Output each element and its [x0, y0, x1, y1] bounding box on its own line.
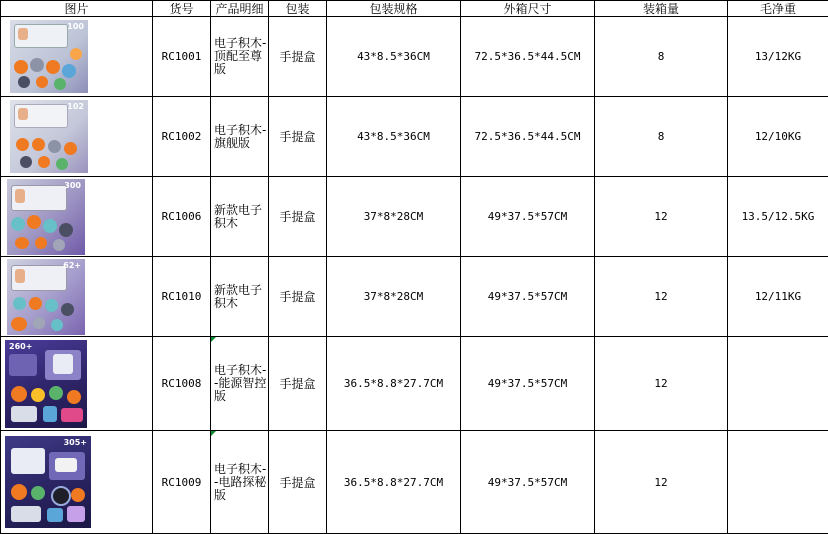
weight-cell: 13.5/12.5KG [728, 177, 828, 257]
qty-cell: 8 [595, 17, 728, 97]
comment-marker [211, 337, 216, 342]
qty-cell: 12 [595, 431, 728, 534]
header-pack-size: 包装规格 [327, 1, 461, 17]
carton-size-cell: 49*37.5*57CM [461, 257, 595, 337]
detail-cell: 新款电子积木 [211, 257, 269, 337]
weight-cell: 13/12KG [728, 17, 828, 97]
table-row [1, 257, 828, 337]
product-image [7, 179, 85, 255]
pack-cell: 手提盒 [269, 17, 327, 97]
detail-cell: 电子积木-旗舰版 [211, 97, 269, 177]
product-image-cell [1, 177, 153, 257]
carton-size-cell: 49*37.5*57CM [461, 177, 595, 257]
header-row [1, 1, 828, 17]
pack-size-cell: 36.5*8.8*27.7CM [327, 431, 461, 534]
carton-size-cell: 49*37.5*57CM [461, 431, 595, 534]
product-image [5, 340, 87, 428]
header-pack: 包装 [269, 1, 327, 17]
carton-size-cell: 72.5*36.5*44.5CM [461, 97, 595, 177]
product-image [5, 436, 91, 528]
pack-cell: 手提盒 [269, 337, 327, 431]
pack-size-cell: 43*8.5*36CM [327, 97, 461, 177]
product-image-cell [1, 431, 153, 534]
qty-cell: 12 [595, 337, 728, 431]
sku-cell: RC1002 [153, 97, 211, 177]
detail-cell [211, 337, 269, 431]
detail-cell: 电子积木-顶配至尊版 [211, 17, 269, 97]
product-image-cell [1, 97, 153, 177]
pack-cell: 手提盒 [269, 257, 327, 337]
product-image-cell [1, 17, 153, 97]
header-qty: 装箱量 [595, 1, 728, 17]
header-detail: 产品明细 [211, 1, 269, 17]
product-badge: 305+ [63, 438, 87, 447]
product-badge: 300 [64, 180, 81, 190]
product-badge: 100 [67, 22, 84, 31]
header-image: 图片 [1, 1, 153, 17]
header-weight: 毛净重 [728, 1, 828, 17]
table-row [1, 431, 828, 534]
weight-cell [728, 431, 828, 534]
header-sku: 货号 [153, 1, 211, 17]
product-badge: 260+ [9, 341, 33, 351]
detail-text: 电子积木--电路探秘版 [214, 461, 267, 502]
product-badge: 102 [67, 102, 84, 111]
table-row [1, 177, 828, 257]
table-row [1, 337, 828, 431]
sku-cell: RC1008 [153, 337, 211, 431]
detail-text: 电子积木--能源智控版 [214, 363, 267, 403]
qty-cell: 12 [595, 177, 728, 257]
pack-cell: 手提盒 [269, 177, 327, 257]
sku-cell: RC1009 [153, 431, 211, 534]
detail-cell [211, 431, 269, 534]
header-carton-size: 外箱尺寸 [461, 1, 595, 17]
weight-cell: 12/10KG [728, 97, 828, 177]
comment-marker [211, 431, 216, 436]
weight-cell [728, 337, 828, 431]
sku-cell: RC1006 [153, 177, 211, 257]
sku-cell: RC1001 [153, 17, 211, 97]
product-badge: 62+ [63, 260, 81, 270]
pack-size-cell: 36.5*8.8*27.7CM [327, 337, 461, 431]
pack-cell: 手提盒 [269, 97, 327, 177]
carton-size-cell: 72.5*36.5*44.5CM [461, 17, 595, 97]
product-image [10, 100, 88, 173]
pack-cell: 手提盒 [269, 431, 327, 534]
pack-size-cell: 37*8*28CM [327, 177, 461, 257]
product-image [7, 259, 85, 335]
pack-size-cell: 37*8*28CM [327, 257, 461, 337]
product-image [10, 20, 88, 93]
table-row [1, 97, 828, 177]
table-row [1, 17, 828, 97]
product-image-cell [1, 337, 153, 431]
detail-cell: 新款电子积木 [211, 177, 269, 257]
product-image-cell [1, 257, 153, 337]
pack-size-cell: 43*8.5*36CM [327, 17, 461, 97]
qty-cell: 8 [595, 97, 728, 177]
carton-size-cell: 49*37.5*57CM [461, 337, 595, 431]
qty-cell: 12 [595, 257, 728, 337]
sku-cell: RC1010 [153, 257, 211, 337]
weight-cell: 12/11KG [728, 257, 828, 337]
